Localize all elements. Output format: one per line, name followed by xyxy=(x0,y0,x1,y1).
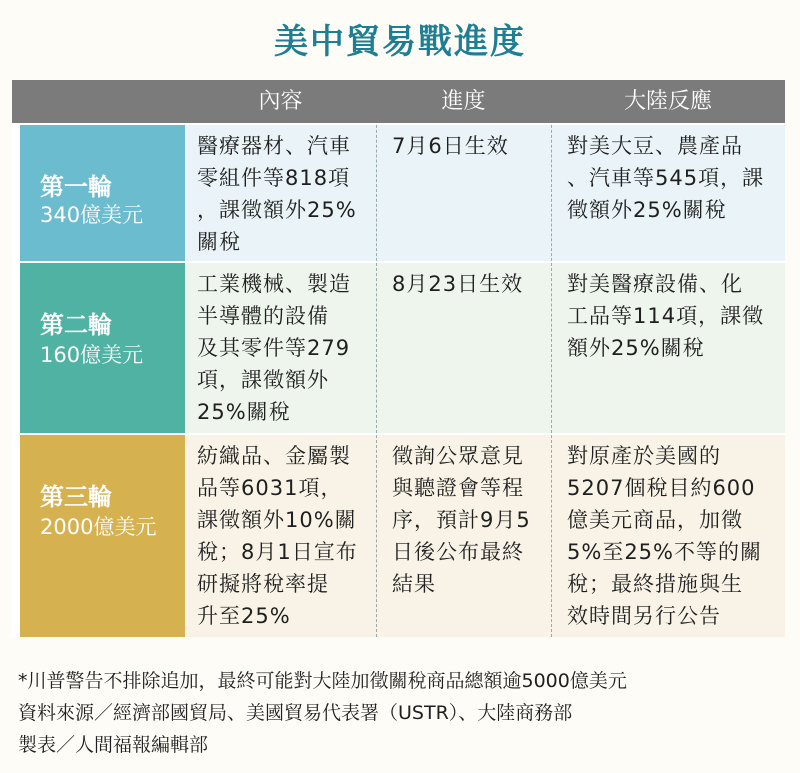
table-header xyxy=(12,80,785,123)
table-row-round-1 xyxy=(12,123,785,261)
round-progress: 徵詢公眾意見 與聽證會等程 序，預計9月5 日後公布最終 結果 xyxy=(392,444,531,596)
header-response: 大陸反應 xyxy=(623,89,712,114)
column-divider xyxy=(376,435,377,637)
header-progress: 進度 xyxy=(441,89,486,114)
round-response: 對美大豆、農產品 、汽車等545項，課 徵額外25%關稅 xyxy=(567,134,765,222)
table-row-round-3 xyxy=(12,433,785,637)
round-response: 對美醫療設備、化 工品等114項，課徵 額外25%關稅 xyxy=(567,272,765,360)
round-label-1 xyxy=(12,125,185,261)
table-row-round-2 xyxy=(12,261,785,433)
column-divider xyxy=(551,435,552,637)
round-content: 工業機械、製造 半導體的設備 及其零件等279 項，課徵額外 25%關稅 xyxy=(197,272,351,424)
footnote-warning: *川普警告不排除追加，最終可能對大陸加徵關稅商品總額逾5000億美元 xyxy=(18,670,627,692)
footnote-source: 資料來源／經濟部國貿局、美國貿易代表署（USTR）、大陸商務部 xyxy=(18,702,573,724)
round-progress: 7月6日生效 xyxy=(392,134,509,158)
round-content: 醫療器材、汽車 零組件等818項 ，課徵額外25% 關稅 xyxy=(197,134,357,254)
round-progress: 8月23日生效 xyxy=(392,272,524,296)
round-name: 第一輪 xyxy=(40,173,112,201)
round-name: 第二輪 xyxy=(40,311,112,339)
round-amount: 160億美元 xyxy=(40,343,144,367)
round-name: 第三輪 xyxy=(40,483,112,511)
round-label-2 xyxy=(12,263,185,433)
header-content: 內容 xyxy=(258,89,303,114)
round-amount: 2000億美元 xyxy=(40,515,157,539)
round-content: 紡織品、金屬製 品等6031項， 課徵額外10%關 稅；8月1日宣布 研擬將稅率提 升至25% xyxy=(197,444,358,628)
page-title: 美中貿易戰進度 xyxy=(274,22,526,62)
column-divider xyxy=(376,125,377,261)
round-amount: 340億美元 xyxy=(40,203,144,227)
footnote-credit: 製表／人間福報編輯部 xyxy=(18,734,209,756)
column-divider xyxy=(551,125,552,261)
round-response: 對原產於美國的 5207個稅目約600 億美元商品，加徵 5%至25%不等的關 稅；最終措施與生 效時間另行公告 xyxy=(567,444,762,628)
round-label-3 xyxy=(12,435,185,637)
footnotes xyxy=(18,665,627,761)
column-divider xyxy=(376,263,377,433)
column-divider xyxy=(551,263,552,433)
